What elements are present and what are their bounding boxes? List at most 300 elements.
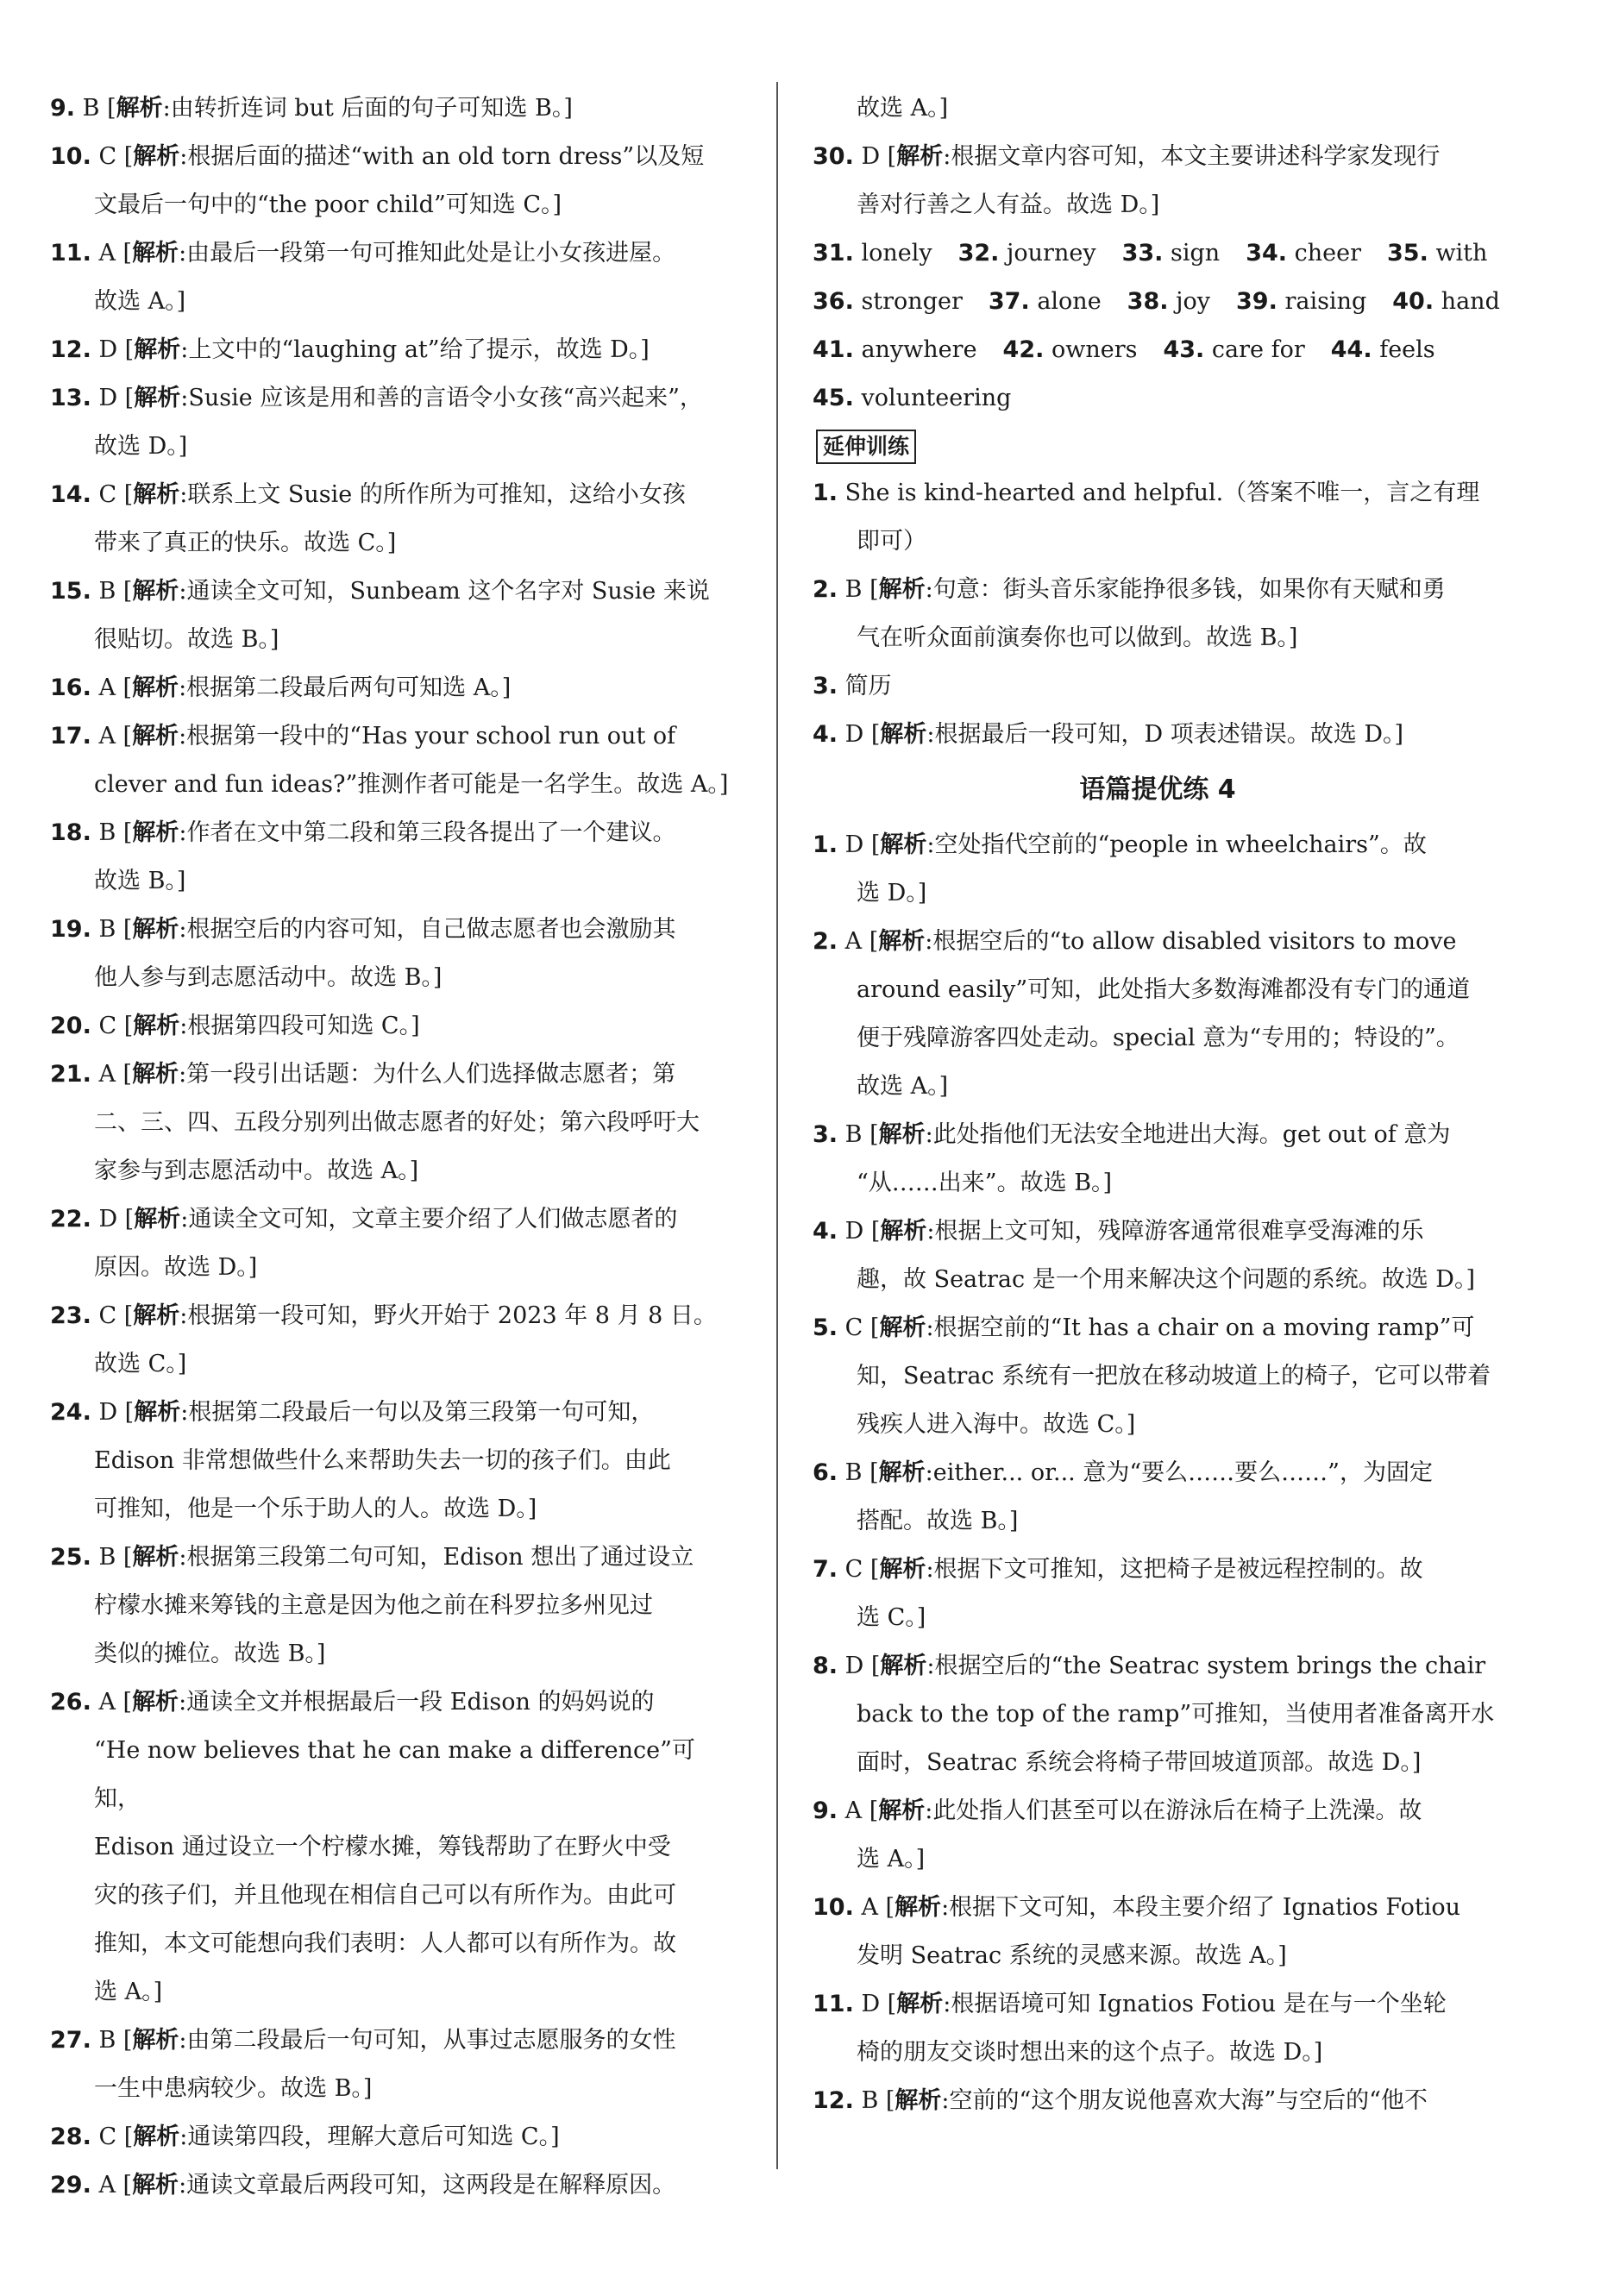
item-number: 27. bbox=[50, 2027, 91, 2054]
answer-line: 30. D [解析:根据文章内容可知，本文主要讲述科学家发现行 bbox=[813, 143, 1441, 170]
analysis-label: 解析 bbox=[134, 385, 181, 411]
analysis-label: 解析 bbox=[133, 143, 180, 170]
answer-line: 4. D [解析:根据最后一段可知，D 项表述错误。故选 D。] bbox=[813, 721, 1404, 748]
item-number: 26. bbox=[50, 1689, 91, 1716]
answer-word: lonely bbox=[861, 240, 932, 267]
answer-letter: A bbox=[98, 1689, 116, 1716]
answer-line: 13. D [解析:Susie 应该是用和善的言语令小女孩“高兴起来”， bbox=[50, 385, 703, 411]
item-number: 9. bbox=[813, 1797, 838, 1824]
answer-letter: B bbox=[844, 1459, 863, 1486]
continued-line: 故选 A。] bbox=[857, 95, 949, 122]
item-number: 38. bbox=[1127, 288, 1169, 315]
answer-letter: D bbox=[98, 336, 118, 363]
explanation-continued: Edison 通过设立一个柠檬水摊，筹钱帮助了在野火中受 bbox=[94, 1834, 671, 1860]
blank-answer bbox=[1387, 229, 1487, 278]
item-number: 36. bbox=[813, 288, 854, 315]
item-number: 10. bbox=[50, 143, 91, 170]
explanation-continued: 二、三、四、五段分别列出做志愿者的好处；第六段呼吁大 bbox=[94, 1109, 700, 1136]
analysis-label: 解析 bbox=[132, 916, 179, 943]
answer-item bbox=[50, 85, 740, 133]
explanation-text: 根据空后的内容可知，自己做志愿者也会激励其 bbox=[186, 916, 676, 943]
blank-answer bbox=[989, 278, 1102, 326]
analysis-label: 解析 bbox=[133, 1013, 180, 1039]
answer-line: 18. B [解析:作者在文中第二段和第三段各提出了一个建议。 bbox=[50, 819, 676, 846]
explanation-text: 通读第四段，理解大意后可知选 C。] bbox=[187, 2123, 560, 2150]
explanation-continued: 原因。故选 D。] bbox=[94, 1254, 258, 1281]
explanation-continued: 故选 A。] bbox=[857, 1073, 949, 1100]
answer-line: 25. B [解析:根据第三段第二句可知，Edison 想出了通过设立 bbox=[50, 1544, 694, 1571]
analysis-label: 解析 bbox=[896, 143, 944, 170]
answer-line: 29. A [解析:通读文章最后两段可知，这两段是在解释原因。 bbox=[50, 2172, 676, 2199]
explanation-text: 句意：街头音乐家能挣很多钱，如果你有天赋和勇 bbox=[932, 576, 1446, 603]
answer-row bbox=[813, 278, 1503, 326]
explanation-continued: 即可） bbox=[857, 528, 926, 555]
explanation-continued: 故选 A。] bbox=[94, 288, 186, 315]
explanation-text: 通读全文可知，文章主要介绍了人们做志愿者的 bbox=[188, 1206, 678, 1233]
explanation-text: 空前的“这个朋友说他喜欢大海”与空后的“他不 bbox=[949, 2087, 1428, 2114]
blank-answer bbox=[813, 229, 932, 278]
answer-item bbox=[813, 469, 1503, 566]
explanation-text: 通读全文可知，Sunbeam 这个名字对 Susie 来说 bbox=[186, 578, 710, 605]
answer-line: 22. D [解析:通读全文可知，文章主要介绍了人们做志愿者的 bbox=[50, 1206, 678, 1233]
item-number: 11. bbox=[50, 240, 91, 267]
answer-letter: B bbox=[844, 1121, 863, 1148]
explanation-text: 根据空后的“the Seatrac system brings the chair bbox=[934, 1653, 1486, 1679]
answer-letter: A bbox=[844, 1797, 863, 1824]
item-number: 10. bbox=[813, 1894, 854, 1921]
explanation-continued: 他人参与到志愿活动中。故选 B。] bbox=[94, 964, 443, 991]
answer-row bbox=[813, 326, 1503, 374]
item-number: 2. bbox=[813, 928, 838, 955]
explanation-text: 通读全文并根据最后一段 Edison 的妈妈说的 bbox=[186, 1689, 655, 1716]
explanation-continued: 气在听众面前演奏你也可以做到。故选 B。] bbox=[857, 624, 1298, 651]
analysis-label: 解析 bbox=[132, 2172, 179, 2199]
answer-line: 23. C [解析:根据第一段可知，野火开始于 2023 年 8 月 8 日。 bbox=[50, 1302, 717, 1329]
answer-letter: A bbox=[98, 240, 116, 267]
answer-item bbox=[813, 662, 1503, 711]
answer-letter: C bbox=[98, 1302, 117, 1329]
answer-letter: B bbox=[98, 916, 116, 943]
answer-letter: D bbox=[861, 1991, 881, 2017]
answer-letter: A bbox=[98, 674, 116, 701]
item-number: 11. bbox=[813, 1991, 854, 2017]
answer-line: 16. A [解析:根据第二段最后两句可知选 A。] bbox=[50, 674, 512, 701]
answer-item bbox=[813, 1304, 1503, 1449]
analysis-label: 解析 bbox=[132, 1544, 179, 1571]
blank-answer bbox=[1331, 326, 1435, 374]
analysis-label: 解析 bbox=[134, 336, 181, 363]
item-number: 33. bbox=[1121, 240, 1164, 267]
answer-line: 8. D [解析:根据空后的“the Seatrac system brings the chair bbox=[813, 1653, 1486, 1679]
explanation-text: 根据第一段可知，野火开始于 2023 年 8 月 8 日。 bbox=[187, 1302, 717, 1329]
answer-item bbox=[813, 1884, 1503, 1980]
answer-item bbox=[50, 906, 740, 1002]
answer-item bbox=[813, 133, 1503, 229]
answer-letter: C bbox=[98, 2123, 117, 2150]
answer-item bbox=[50, 1678, 740, 2017]
answer-item bbox=[50, 2113, 740, 2161]
answer-word: owners bbox=[1051, 336, 1138, 363]
answer-item bbox=[50, 326, 740, 374]
answer-line: 27. B [解析:由第二段最后一句可知，从事过志愿服务的女性 bbox=[50, 2027, 676, 2054]
analysis-label: 解析 bbox=[132, 2027, 179, 2054]
explanation-continued: around easily”可知，此处指大多数海滩都没有专门的通道 bbox=[857, 976, 1471, 1003]
analysis-label: 解析 bbox=[132, 819, 179, 846]
explanation-text: 此处指他们无法安全地进出大海。get out of 意为 bbox=[932, 1121, 1451, 1148]
answer-letter: B bbox=[861, 2087, 879, 2114]
analysis-label: 解析 bbox=[132, 674, 179, 701]
explanation-continued: 很贴切。故选 B。] bbox=[94, 626, 279, 653]
blank-answer bbox=[813, 374, 1011, 423]
explanation-continued: 故选 D。] bbox=[94, 433, 188, 460]
answer-letter: B bbox=[98, 2027, 116, 2054]
answer-line: 24. D [解析:根据第二段最后一句以及第三段第一句可知， bbox=[50, 1399, 655, 1426]
answer-word: sign bbox=[1171, 240, 1221, 267]
answer-line: 14. C [解析:联系上文 Susie 的所作所为可推知，这给小女孩 bbox=[50, 481, 686, 508]
answer-word: feels bbox=[1379, 336, 1435, 363]
explanation-continued: “He now believes that he can make a difference”可知， bbox=[94, 1737, 695, 1812]
answer-line: 9. A [解析:此处指人们甚至可以在游泳后在椅子上洗澡。故 bbox=[813, 1797, 1422, 1824]
blank-answer bbox=[1163, 326, 1304, 374]
explanation-continued: 知，Seatrac 系统有一把放在移动坡道上的椅子，它可以带着 bbox=[857, 1363, 1491, 1390]
answer-line: 4. D [解析:根据上文可知，残障游客通常很难享受海滩的乐 bbox=[813, 1218, 1424, 1245]
explanation-text: 根据第二段最后一句以及第三段第一句可知， bbox=[188, 1399, 655, 1426]
answer-item bbox=[813, 2077, 1503, 2125]
answer-line: 9. B [解析:由转折连词 but 后面的句子可知选 B。] bbox=[50, 95, 573, 122]
item-number: 25. bbox=[50, 1544, 91, 1571]
explanation-continued: 文最后一句中的“the poor child”可知选 C。] bbox=[94, 191, 562, 218]
analysis-label: 解析 bbox=[878, 1121, 926, 1148]
answer-word: with bbox=[1435, 240, 1488, 267]
explanation-text: 根据空后的“to allow disabled visitors to move bbox=[932, 928, 1457, 955]
answer-word: raising bbox=[1284, 288, 1367, 315]
explanation-continued: 选 A。] bbox=[857, 1846, 926, 1873]
answer-item bbox=[50, 229, 740, 326]
analysis-label: 解析 bbox=[133, 1302, 180, 1329]
answer-letter: C bbox=[98, 481, 117, 508]
answer-line: 26. A [解析:通读全文并根据最后一段 Edison 的妈妈说的 bbox=[50, 1689, 655, 1716]
analysis-label: 解析 bbox=[116, 95, 163, 122]
analysis-label: 解析 bbox=[878, 576, 926, 603]
answer-item bbox=[50, 133, 740, 229]
answer-word: anywhere bbox=[861, 336, 977, 363]
explanation-text: 根据第四段可知选 C。] bbox=[187, 1013, 420, 1039]
analysis-label: 解析 bbox=[878, 1797, 926, 1824]
explanation-continued: 趣，故 Seatrac 是一个用来解决这个问题的系统。故选 D。] bbox=[857, 1266, 1475, 1293]
explanation-continued: 椅的朋友交谈时想出来的这个点子。故选 D。] bbox=[857, 2039, 1323, 2066]
answer-line: 5. C [解析:根据空前的“It has a chair on a moving ramp”可 bbox=[813, 1314, 1475, 1341]
item-number: 35. bbox=[1387, 240, 1428, 267]
answer-line: 10. C [解析:根据后面的描述“with an old torn dress”以及短 bbox=[50, 143, 705, 170]
answer-item bbox=[50, 1195, 740, 1292]
analysis-label: 解析 bbox=[132, 240, 179, 267]
explanation-continued: 柠檬水摊来筹钱的主意是因为他之前在科罗拉多州见过 bbox=[94, 1592, 653, 1619]
explanation-continued: 选 C。] bbox=[857, 1604, 926, 1631]
explanation-continued: “从……出来”。故选 B。] bbox=[857, 1170, 1113, 1196]
explanation-continued: 一生中患病较少。故选 B。] bbox=[94, 2075, 373, 2102]
item-number: 6. bbox=[813, 1459, 838, 1486]
item-number: 2. bbox=[813, 576, 838, 603]
item-number: 4. bbox=[813, 721, 838, 748]
explanation-text: 通读文章最后两段可知，这两段是在解释原因。 bbox=[186, 2172, 676, 2199]
answer-letter: B bbox=[98, 819, 116, 846]
answer-item bbox=[813, 821, 1503, 918]
item-number: 37. bbox=[988, 288, 1030, 315]
item-number: 15. bbox=[50, 578, 91, 605]
item-number: 21. bbox=[50, 1061, 91, 1088]
explanation-continued: 选 D。] bbox=[857, 880, 927, 906]
explanation-continued: 家参与到志愿活动中。故选 A。] bbox=[94, 1157, 419, 1184]
answer-item bbox=[813, 1449, 1503, 1546]
analysis-label: 解析 bbox=[132, 578, 179, 605]
blank-answer bbox=[813, 278, 963, 326]
answer-line: 7. C [解析:根据下文可推知，这把椅子是被远程控制的。故 bbox=[813, 1556, 1423, 1583]
answer-letter: A bbox=[98, 2172, 116, 2199]
answer-line: 6. B [解析:either... or... 意为“要么……要么……”，为固定 bbox=[813, 1459, 1433, 1486]
answer-line: 10. A [解析:根据下文可知，本段主要介绍了 Ignatios Fotiou bbox=[813, 1894, 1461, 1921]
explanation-text: 根据下文可推知，这把椅子是被远程控制的。故 bbox=[933, 1556, 1423, 1583]
answer-item bbox=[813, 1980, 1503, 2077]
answer-line: 17. A [解析:根据第一段中的“Has your school run out of bbox=[50, 723, 676, 750]
blank-answer bbox=[1246, 229, 1361, 278]
answer-line: 15. B [解析:通读全文可知，Sunbeam 这个名字对 Susie 来说 bbox=[50, 578, 710, 605]
explanation-text: 简历 bbox=[844, 673, 892, 699]
analysis-label: 解析 bbox=[880, 1218, 927, 1245]
item-number: 41. bbox=[813, 336, 854, 363]
answer-letter: D bbox=[844, 721, 864, 748]
explanation-text: 根据第三段第二句可知，Edison 想出了通过设立 bbox=[186, 1544, 694, 1571]
explanation-text: 根据第二段最后两句可知选 A。] bbox=[186, 674, 512, 701]
item-number: 32. bbox=[957, 240, 1000, 267]
item-number: 20. bbox=[50, 1013, 91, 1039]
item-number: 3. bbox=[813, 673, 838, 699]
item-number: 1. bbox=[813, 480, 838, 506]
answer-word: care for bbox=[1211, 336, 1305, 363]
explanation-continued: 可推知，他是一个乐于助人的人。故选 D。] bbox=[94, 1496, 537, 1522]
analysis-label: 解析 bbox=[880, 721, 927, 748]
extension-items bbox=[813, 469, 1503, 759]
explanation-text: 根据最后一段可知，D 项表述错误。故选 D。] bbox=[934, 721, 1404, 748]
answer-row bbox=[813, 374, 1503, 423]
answer-word: journey bbox=[1007, 240, 1096, 267]
answer-item bbox=[50, 2017, 740, 2113]
answer-line: 12. B [解析:空前的“这个朋友说他喜欢大海”与空后的“他不 bbox=[813, 2087, 1428, 2114]
explanation-continued: Edison 非常想做些什么来帮助失去一切的孩子们。由此 bbox=[94, 1447, 671, 1474]
answer-line: 11. A [解析:由最后一段第一句可推知此处是让小女孩进屋。 bbox=[50, 240, 676, 267]
item-number: 34. bbox=[1246, 240, 1288, 267]
answer-item bbox=[813, 566, 1503, 662]
blank-answer bbox=[1122, 229, 1221, 278]
answer-letter: C bbox=[844, 1556, 863, 1583]
item-number: 1. bbox=[813, 831, 838, 858]
answer-letter: A bbox=[98, 1061, 116, 1088]
analysis-label: 解析 bbox=[132, 1061, 179, 1088]
answer-letter: B bbox=[844, 576, 863, 603]
analysis-label: 解析 bbox=[879, 1556, 926, 1583]
analysis-label: 解析 bbox=[134, 1399, 181, 1426]
answer-word: alone bbox=[1037, 288, 1102, 315]
analysis-label: 解析 bbox=[878, 1459, 926, 1486]
answer-item bbox=[813, 1208, 1503, 1304]
item-number: 7. bbox=[813, 1556, 838, 1583]
answer-line: 2. A [解析:根据空后的“to allow disabled visitors to move bbox=[813, 928, 1457, 955]
answer-letter: A bbox=[98, 723, 116, 750]
fill-in-answers bbox=[813, 229, 1503, 423]
answer-line: 19. B [解析:根据空后的内容可知，自己做志愿者也会激励其 bbox=[50, 916, 676, 943]
answer-item bbox=[813, 133, 1503, 229]
item-number: 16. bbox=[50, 674, 91, 701]
answer-letter: D bbox=[98, 1206, 118, 1233]
explanation-text: 作者在文中第二段和第三段各提出了一个建议。 bbox=[186, 819, 676, 846]
analysis-label: 解析 bbox=[896, 1991, 944, 2017]
analysis-label: 解析 bbox=[880, 831, 927, 858]
answer-letter: B bbox=[98, 1544, 116, 1571]
item-number: 12. bbox=[50, 336, 91, 363]
explanation-continued: back to the top of the ramp”可推知，当使用者准备离开水 bbox=[857, 1701, 1495, 1728]
right-column bbox=[813, 85, 1503, 2125]
answer-word: stronger bbox=[861, 288, 963, 315]
column-divider bbox=[776, 82, 778, 2169]
answer-letter: D bbox=[844, 1653, 864, 1679]
explanation-continued: 故选 C。] bbox=[94, 1351, 187, 1377]
item-number: 23. bbox=[50, 1302, 91, 1329]
answer-item bbox=[50, 1002, 740, 1051]
analysis-label: 解析 bbox=[134, 1206, 181, 1233]
item-number: 19. bbox=[50, 916, 91, 943]
answer-line: 28. C [解析:通读第四段，理解大意后可知选 C。] bbox=[50, 2123, 560, 2150]
answer-letter: C bbox=[98, 143, 117, 170]
item-number: 18. bbox=[50, 819, 91, 846]
answer-letter: B bbox=[98, 578, 116, 605]
item-number: 39. bbox=[1236, 288, 1277, 315]
answer-item bbox=[50, 374, 740, 471]
extension-label-box bbox=[813, 423, 1503, 469]
answer-letter: C bbox=[98, 1013, 117, 1039]
explanation-continued: clever and fun ideas?”推测作者可能是一名学生。故选 A。] bbox=[94, 771, 729, 798]
analysis-label: 解析 bbox=[133, 2123, 180, 2150]
answer-item bbox=[813, 1787, 1503, 1884]
answer-line: 20. C [解析:根据第四段可知选 C。] bbox=[50, 1013, 420, 1039]
answer-line: 3. B [解析:此处指他们无法安全地进出大海。get out of 意为 bbox=[813, 1121, 1451, 1148]
item-number: 29. bbox=[50, 2172, 91, 2199]
answer-word: joy bbox=[1176, 288, 1210, 315]
explanation-text: She is kind-hearted and helpful.（答案不唯一，言之有理 bbox=[844, 480, 1480, 506]
item-number: 17. bbox=[50, 723, 91, 750]
answer-item bbox=[50, 712, 740, 809]
explanation-continued: 便于残障游客四处走动。special 意为“专用的；特设的”。 bbox=[857, 1025, 1459, 1051]
analysis-label: 解析 bbox=[879, 1314, 926, 1341]
explanation-text: Susie 应该是用和善的言语令小女孩“高兴起来”， bbox=[188, 385, 703, 411]
answer-letter: D bbox=[861, 143, 881, 170]
analysis-label: 解析 bbox=[878, 928, 926, 955]
item-number: 28. bbox=[50, 2123, 91, 2150]
answer-line bbox=[813, 469, 1503, 518]
explanation-continued: 搭配。故选 B。] bbox=[857, 1508, 1019, 1534]
explanation-text: 根据下文可知，本段主要介绍了 Ignatios Fotiou bbox=[949, 1894, 1461, 1921]
answer-word: volunteering bbox=[861, 385, 1012, 411]
item-number: 12. bbox=[813, 2087, 854, 2114]
analysis-label: 解析 bbox=[880, 1653, 927, 1679]
section-title: 语篇提优练 4 bbox=[1079, 775, 1236, 805]
analysis-label: 解析 bbox=[133, 481, 180, 508]
explanation-text: 根据第一段中的“Has your school run out of bbox=[186, 723, 676, 750]
item-number: 40. bbox=[1392, 288, 1434, 315]
answer-letter: D bbox=[844, 1218, 864, 1245]
answer-item bbox=[50, 664, 740, 712]
answer-item bbox=[50, 568, 740, 664]
blank-answer bbox=[1127, 278, 1210, 326]
answer-item bbox=[813, 1642, 1503, 1787]
answer-item bbox=[50, 2161, 740, 2210]
item-number: 31. bbox=[813, 240, 854, 267]
left-column bbox=[50, 85, 740, 2210]
answer-item bbox=[813, 711, 1503, 759]
explanation-continued: 残疾人进入海中。故选 C。] bbox=[857, 1411, 1136, 1438]
answer-letter: D bbox=[98, 385, 118, 411]
answer-line: 21. A [解析:第一段引出话题：为什么人们选择做志愿者；第 bbox=[50, 1061, 676, 1088]
item-number: 14. bbox=[50, 481, 91, 508]
analysis-label: 解析 bbox=[895, 2087, 942, 2114]
explanation-text: 根据文章内容可知，本文主要讲述科学家发现行 bbox=[951, 143, 1441, 170]
explanation-continued: 类似的摊位。故选 B。] bbox=[94, 1640, 326, 1667]
explanation-text: 根据空前的“It has a chair on a moving ramp”可 bbox=[933, 1314, 1475, 1341]
answer-item bbox=[813, 918, 1503, 1111]
explanation-text: 根据上文可知，残障游客通常很难享受海滩的乐 bbox=[934, 1218, 1424, 1245]
explanation-continued: 选 A。] bbox=[94, 1979, 163, 2005]
answer-item bbox=[50, 1389, 740, 1534]
item-number: 44. bbox=[1330, 336, 1372, 363]
explanation-text: 此处指人们甚至可以在游泳后在椅子上洗澡。故 bbox=[932, 1797, 1422, 1824]
explanation-continued: 面时，Seatrac 系统会将椅子带回坡道顶部。故选 D。] bbox=[857, 1749, 1422, 1776]
item-number: 22. bbox=[50, 1206, 91, 1233]
answer-item bbox=[50, 809, 740, 906]
analysis-label: 解析 bbox=[132, 1689, 179, 1716]
answer-item bbox=[50, 1051, 740, 1195]
explanation-continued: 善对行善之人有益。故选 D。] bbox=[857, 191, 1160, 218]
item-number: 45. bbox=[813, 385, 854, 411]
explanation-continued: 故选 B。] bbox=[94, 868, 186, 894]
answer-item bbox=[813, 1546, 1503, 1642]
answer-item bbox=[813, 1111, 1503, 1208]
answer-letter: C bbox=[844, 1314, 863, 1341]
answer-item bbox=[50, 471, 740, 568]
answer-line: 12. D [解析:上文中的“laughing at”给了提示，故选 D。] bbox=[50, 336, 650, 363]
answer-letter: D bbox=[98, 1399, 118, 1426]
answer-letter: B bbox=[82, 95, 100, 122]
explanation-text: 由第二段最后一句可知，从事过志愿服务的女性 bbox=[186, 2027, 676, 2054]
item-number: 24. bbox=[50, 1399, 91, 1426]
explanation-continued: 灾的孩子们，并且他现在相信自己可以有所作为。由此可 bbox=[94, 1882, 676, 1909]
item-number: 9. bbox=[50, 95, 76, 122]
item-number: 8. bbox=[813, 1653, 838, 1679]
explanation-text: 根据语境可知 Ignatios Fotiou 是在与一个坐轮 bbox=[951, 1991, 1447, 2017]
explanation-text: 根据后面的描述“with an old torn dress”以及短 bbox=[187, 143, 705, 170]
explanation-text: either... or... 意为“要么……要么……”，为固定 bbox=[932, 1459, 1433, 1486]
answer-item bbox=[50, 1534, 740, 1678]
answer-line: 1. D [解析:空处指代空前的“people in wheelchairs”。故 bbox=[813, 831, 1427, 858]
answer-letter: A bbox=[861, 1894, 878, 1921]
answer-letter: A bbox=[844, 928, 863, 955]
explanation-text: 第一段引出话题：为什么人们选择做志愿者；第 bbox=[186, 1061, 676, 1088]
explanation-text: 上文中的“laughing at”给了提示，故选 D。] bbox=[188, 336, 650, 363]
blank-answer bbox=[1236, 278, 1366, 326]
explanation-text: 空处指代空前的“people in wheelchairs”。故 bbox=[934, 831, 1427, 858]
analysis-label: 解析 bbox=[895, 1894, 942, 1921]
item-number: 43. bbox=[1163, 336, 1205, 363]
answer-item bbox=[50, 1292, 740, 1389]
explanation-text: 由转折连词 but 后面的句子可知选 B。] bbox=[170, 95, 573, 122]
explanation-continued: 推知，本文可能想向我们表明：人人都可以有所作为。故 bbox=[94, 1930, 676, 1957]
